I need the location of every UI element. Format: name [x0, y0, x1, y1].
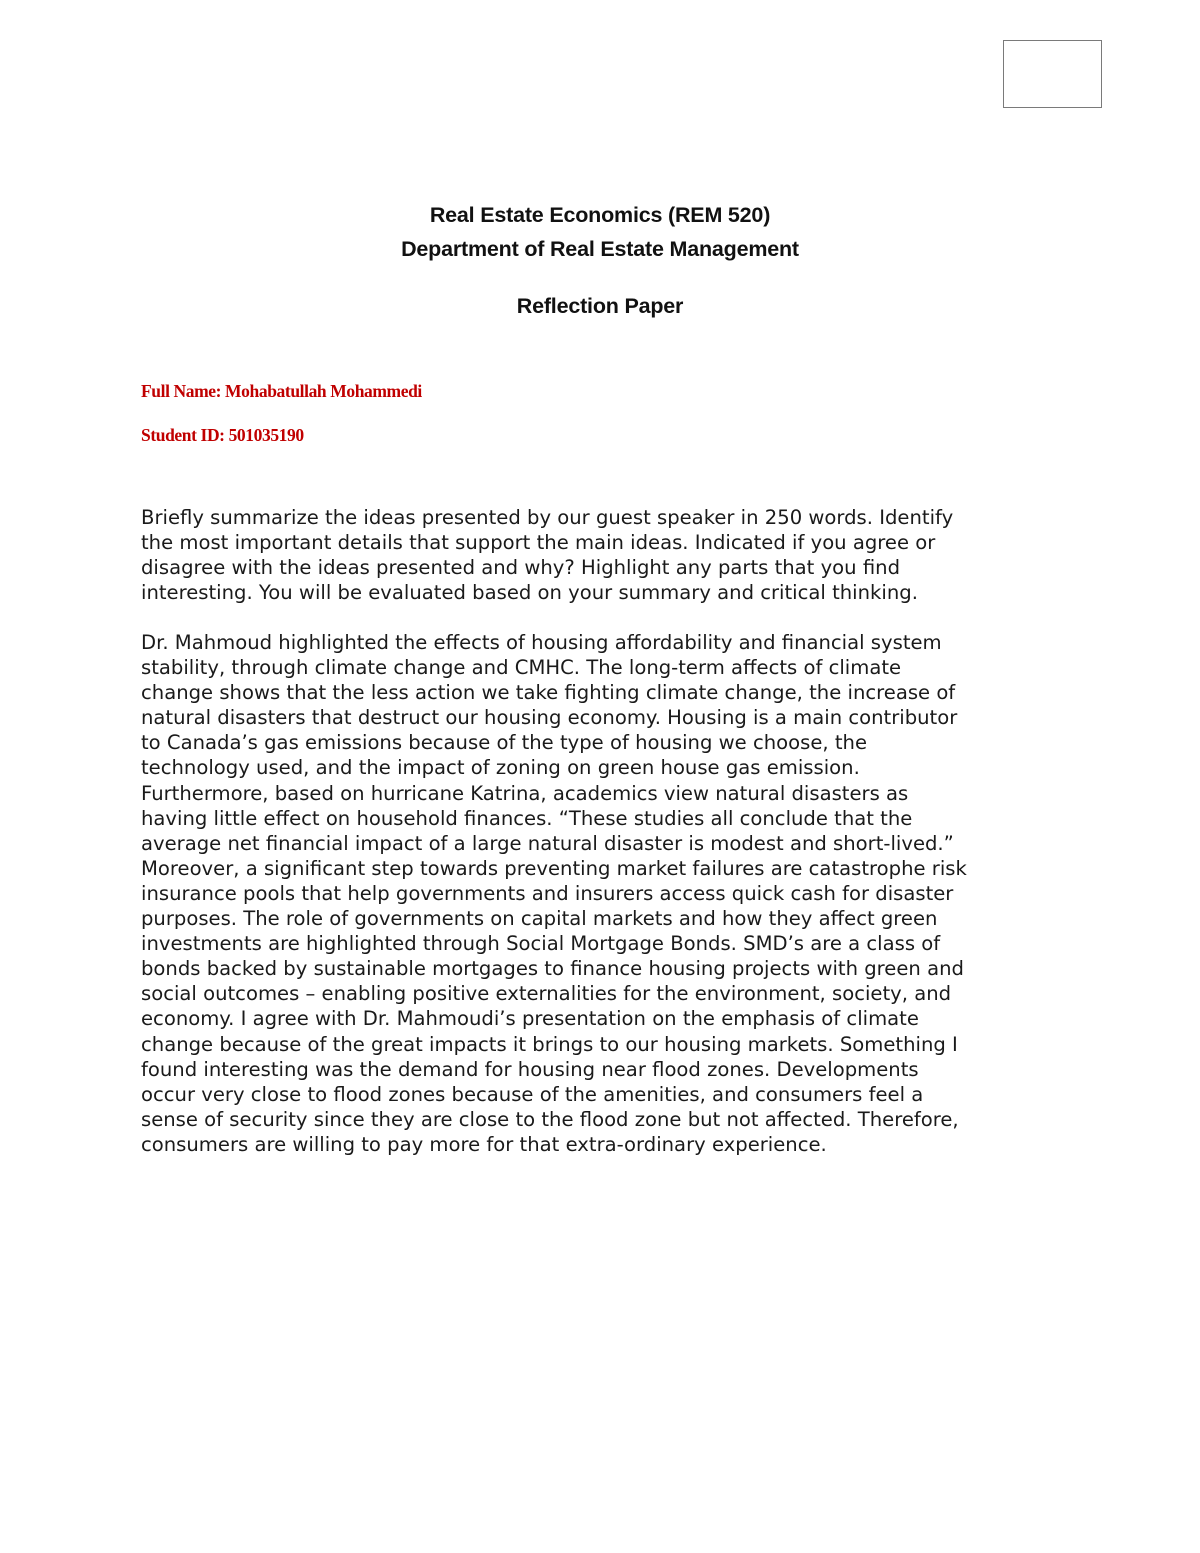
prompt-line: Briefly summarize the ideas presented by our guest speaker in 250 words. Identify [141, 506, 954, 529]
summary-line: change shows that the less action we take fighting climate change, the increase of [141, 681, 956, 705]
summary-line: insurance pools that help governments and insurers access quick cash for disaster [141, 881, 954, 905]
course-title: Real Estate Economics (REM 520) [429, 203, 771, 227]
corner-box [1003, 40, 1102, 108]
paper-type: Reflection Paper [516, 294, 684, 318]
summary-line: consumers are willing to pay more for that extra-ordinary experience. [141, 1132, 827, 1156]
summary-line: having little effect on household finances. “These studies all conclude that the [141, 806, 913, 830]
summary-line: natural disasters that destruct our housing economy. Housing is a main contributor [141, 706, 958, 730]
summary-line: bonds backed by sustainable mortgages to finance housing projects with green and [141, 957, 964, 981]
summary-line: technology used, and the impact of zoning on green house gas emission. [141, 756, 860, 780]
summary-paragraph [141, 630, 1061, 1157]
summary-line: average net financial impact of a large natural disaster is modest and short-lived.” [141, 831, 954, 855]
summary-line: purposes. The role of governments on capital markets and how they affect green [141, 907, 938, 931]
student-full-name: Full Name: Mohabatullah Mohammedi [141, 381, 422, 401]
summary-line: change because of the great impacts it brings to our housing markets. Something I [141, 1032, 958, 1056]
summary-line: economy. I agree with Dr. Mahmoudi’s presentation on the emphasis of climate [141, 1007, 919, 1031]
student-id: Student ID: 501035190 [141, 425, 304, 445]
summary-line: occur very close to flood zones because of the amenities, and consumers feel a [141, 1082, 924, 1106]
prompt-line: disagree with the ideas presented and why? Highlight any parts that you find [141, 556, 901, 580]
summary-line: sense of security since they are close to the flood zone but not affected. Therefore, [141, 1107, 959, 1131]
summary-line: investments are highlighted through Social Mortgage Bonds. SMD’s are a class of [141, 932, 941, 956]
department-name: Department of Real Estate Management [401, 237, 799, 261]
summary-line: to Canada’s gas emissions because of the type of housing we choose, the [141, 731, 867, 755]
prompt-line: the most important details that support the main ideas. Indicated if you agree or [141, 531, 936, 555]
summary-line: found interesting was the demand for housing near flood zones. Developments [141, 1057, 919, 1081]
prompt-paragraph [141, 505, 1061, 605]
prompt-line: interesting. You will be evaluated based on your summary and critical thinking. [141, 581, 918, 605]
summary-line: Moreover, a significant step towards preventing market failures are catastrophe risk [141, 856, 967, 880]
summary-line: social outcomes – enabling positive externalities for the environment, society, and [141, 982, 952, 1006]
summary-line: Furthermore, based on hurricane Katrina, academics view natural disasters as [141, 781, 909, 805]
summary-line: stability, through climate change and CMHC. The long-term affects of climate [141, 656, 902, 680]
summary-line: Dr. Mahmoud highlighted the effects of housing affordability and financial system [141, 631, 942, 654]
